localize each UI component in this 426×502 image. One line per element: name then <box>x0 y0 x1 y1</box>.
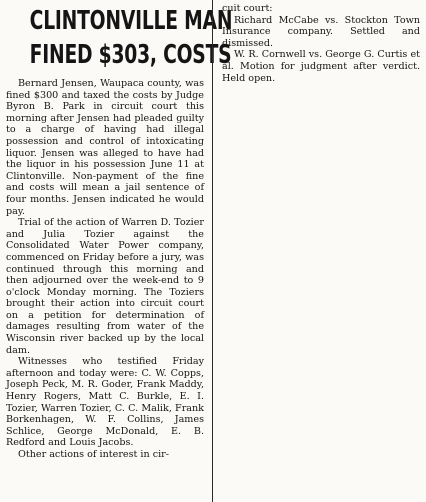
column-divider <box>212 0 213 502</box>
article-paragraph: Trial of the action of Warren D. Tozier and Julia Tozier against the Consolidated Water Power company, commenced on Friday before a jury, was continued through this morning and then adjourned over the week-end to 9 o'clock Monday morning. The Toziers brought their action into circuit court on a petition for determination of damages resulting from water of the Wisconsin river backed up by the local dam. <box>6 217 204 356</box>
right-paragraph-mccabe: Richard McCabe vs. Stockton Town Insurance company. Settled and dismissed. <box>222 14 420 49</box>
right-column <box>214 0 426 502</box>
article-paragraph: Other actions of interest in cir- <box>18 449 169 460</box>
headline <box>0 4 233 72</box>
article-paragraph: Witnesses who testified Friday afternoon and today were: C. W. Copps, Joseph Peck, M. R. Goder, Frank Maddy, Henry Rogers, Matt C. Burkle, E. I. Tozier, Warren Tozier, C. C. Malik, Frank Borkenhagen, W. F. Collins, James Schlice, George McDonald, E. B. Redford and Louis Jacobs. <box>6 356 204 449</box>
article-body <box>0 72 212 461</box>
right-line-continuation: cuit court: <box>222 3 273 14</box>
article-paragraph: Bernard Jensen, Waupaca county, was fined $300 and taxed the costs by Judge Byron B. Park in circuit court this morning after Jensen had pleaded guilty to a charge of having had illegal possession and control of intoxicating liquor. Jensen was alleged to have had the liquor in his possession June 11 at Clintonville. Non-payment of the fine and costs will mean a jail sentence of four months. Jensen indicated he would pay. <box>6 78 204 217</box>
headline-line-1: CLINTONVILLE MAN <box>29 6 233 36</box>
right-column-text <box>214 0 426 84</box>
headline-line-2: FINED $303, COSTS <box>29 40 232 70</box>
right-paragraph-cornwell: W. R. Cornwell vs. George G. Curtis et al. Motion for judgment after verdict. Held open. <box>222 49 420 84</box>
